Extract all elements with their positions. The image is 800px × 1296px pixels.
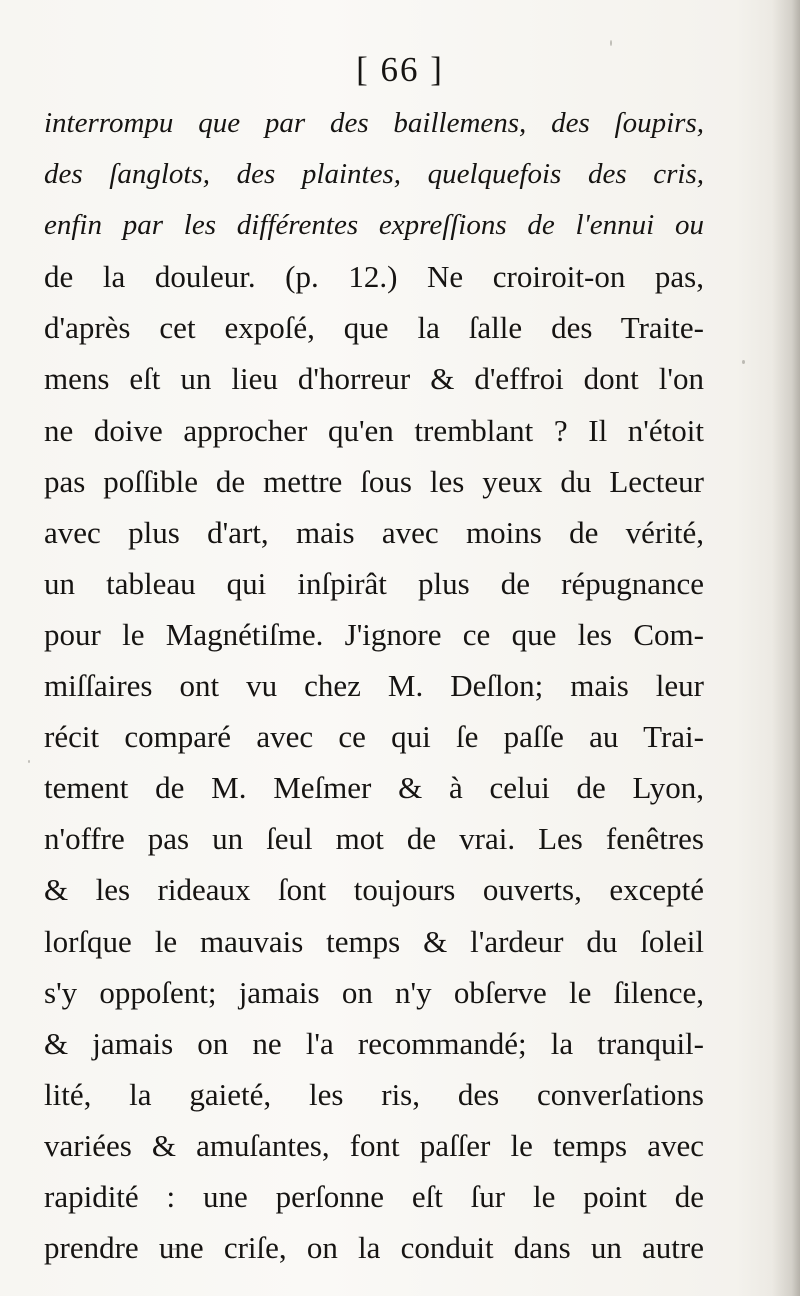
text-line: lité, la gaieté, les ris, des converſations — [44, 1076, 704, 1112]
text-line: avec plus d'art, mais avec moins de vérité, — [44, 514, 704, 550]
text-line: récit comparé avec ce qui ſe paſſe au Trai- — [44, 719, 704, 755]
paper-speck — [28, 760, 30, 763]
text-line: pour le Magnétiſme. J'ignore ce que les Com- — [44, 616, 704, 652]
text-line: s'y oppoſent; jamais on n'y obſerve le ſilence, — [44, 974, 704, 1010]
text-line: enfin par les différentes expreſſions de l'ennui ou — [44, 209, 704, 242]
paper-speck — [742, 360, 745, 364]
paper-speck — [610, 40, 612, 46]
page-number: [ 66 ] — [356, 50, 444, 89]
text-line: n'offre pas un ſeul mot de vrai. Les fenêtres — [44, 821, 704, 857]
text-line: ne doive approcher qu'en tremblant ? Il n'étoit — [44, 412, 704, 448]
text-line: des ſanglots, des plaintes, quelquefois des cris, — [44, 158, 704, 191]
text-line: d'après cet expoſé, que la ſalle des Traite- — [44, 310, 704, 346]
text-line: variées & amuſantes, font paſſer le temps avec — [44, 1127, 704, 1163]
paper-speck — [170, 1248, 180, 1250]
text-line: rapidité : une perſonne eſt ſur le point de — [44, 1178, 704, 1214]
page-edge-shadow — [772, 0, 800, 1296]
text-line: interrompu que par des baillemens, des ſoupirs, — [44, 107, 704, 139]
text-line: de la douleur. (p. 12.) Ne croiroit-on pas, — [44, 259, 704, 295]
text-line: tement de M. Meſmer & à celui de Lyon, — [44, 770, 704, 806]
text-line: lorſque le mauvais temps & l'ardeur du ſoleil — [44, 923, 704, 959]
text-line: miſſaires ont vu chez M. Deſlon; mais leur — [44, 668, 704, 704]
text-line: un tableau qui inſpirât plus de répugnance — [44, 565, 704, 601]
text-line: & jamais on ne l'a recommandé; la tranquil- — [44, 1025, 704, 1061]
text-line: pas poſſible de mettre ſous les yeux du Lecteur — [44, 463, 704, 499]
text-line: & les rideaux ſont toujours ouverts, excepté — [44, 872, 704, 908]
text-line: mens eſt un lieu d'horreur & d'effroi dont l'on — [44, 361, 704, 397]
text-line: prendre une criſe, on la conduit dans un autre — [44, 1230, 704, 1266]
text-block — [44, 98, 704, 1273]
